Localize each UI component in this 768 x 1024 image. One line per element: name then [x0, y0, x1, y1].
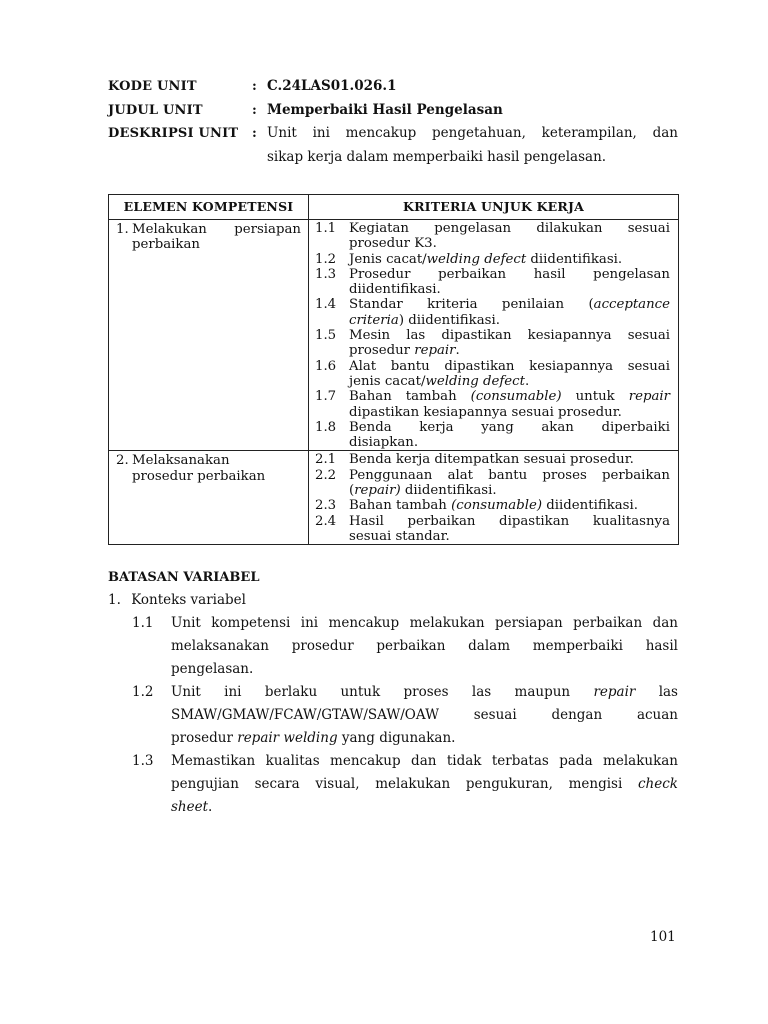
criteria-text: Bahan tambah [349, 498, 452, 514]
deskripsi-unit-line-2: sikap kerja dalam memperbaiki hasil pengelasan. [267, 149, 607, 165]
sub-item-line [171, 727, 678, 750]
criteria-number: 1.7 [315, 389, 337, 405]
criteria-text: Standar kriteria penilaian ( [349, 297, 594, 313]
criteria-text: Benda kerja ditempatkan sesuai prosedur. [349, 452, 634, 468]
criteria-item [315, 498, 670, 513]
sub-item [132, 750, 678, 819]
sub-item-line: SMAW/GMAW/FCAW/GTAW/SAW/OAW sesuai dengan acuan [171, 707, 678, 723]
criteria-text: ( [349, 483, 355, 499]
kode-unit-colon: : [252, 79, 257, 94]
criteria-item [315, 267, 670, 298]
criteria-text-italic: (consumable) [470, 389, 562, 405]
kode-unit-label: KODE UNIT [108, 79, 197, 94]
criteria-text: diidentifikasi. [349, 282, 441, 298]
element-number: 1. [116, 222, 129, 237]
sub-item-number: 1.1 [132, 615, 154, 631]
kode-unit-value: C.24LAS01.026.1 [267, 78, 397, 94]
element-number: 2. [116, 453, 129, 469]
sub-item-text-italic: check [638, 776, 678, 792]
judul-unit-label: JUDUL UNIT [108, 103, 203, 118]
criteria-number: 1.2 [315, 251, 337, 267]
judul-unit-value: Memperbaiki Hasil Pengelasan [267, 102, 503, 118]
criteria-text-italic: criteria [349, 312, 399, 328]
criteria-number: 2.2 [315, 467, 337, 483]
page-number: 101 [650, 929, 676, 945]
deskripsi-unit-label: DESKRIPSI UNIT [108, 126, 239, 141]
sub-item-line [171, 796, 678, 819]
sub-item [132, 681, 678, 750]
criteria-cell [309, 451, 679, 545]
criteria-number: 1.3 [315, 266, 337, 282]
sub-item-text: . [208, 799, 213, 815]
criteria-text: Kegiatan pengelasan dilakukan sesuai [349, 221, 670, 236]
criteria-number: 1.8 [315, 419, 337, 435]
item-number: 1. [108, 592, 121, 608]
criteria-text: Mesin las dipastikan kesiapannya sesuai [349, 328, 670, 344]
sub-item-number: 1.2 [132, 684, 154, 700]
sub-item-text-italic: repair welding [237, 730, 338, 746]
section-title: BATASAN VARIABEL [108, 570, 260, 585]
criteria-text: diidentifikasi. [526, 251, 623, 267]
criteria-item [315, 420, 670, 451]
sub-item-text: las [635, 684, 678, 700]
criteria-text-italic: (consumable) [451, 498, 543, 514]
criteria-text: ) diidentifikasi. [398, 312, 500, 328]
sub-item-text: pengujian secara visual, melakukan pengukuran, mengisi [171, 776, 638, 792]
criteria-text-italic: acceptance [593, 297, 670, 313]
sub-item-line [171, 681, 678, 704]
criteria-item [315, 468, 670, 499]
criteria-text: Benda kerja yang akan diperbaiki [349, 419, 670, 435]
table-row [109, 220, 679, 451]
sub-item-number: 1.3 [132, 753, 154, 769]
criteria-item [315, 514, 670, 545]
criteria-number: 1.6 [315, 358, 337, 374]
sub-item-line: Unit kompetensi ini mencakup melakukan persiapan perbaikan dan [171, 615, 678, 631]
criteria-text-italic: repair) [354, 483, 401, 499]
criteria-text: . [455, 343, 460, 359]
deskripsi-unit-colon: : [252, 126, 257, 141]
criteria-cell [309, 220, 679, 451]
sub-item-text-italic: repair [593, 684, 636, 700]
element-title-line-1: Melakukan persiapan [132, 222, 301, 237]
sub-item-text: Unit ini berlaku untuk proses las maupun [171, 684, 594, 700]
criteria-number: 1.5 [315, 328, 337, 344]
criteria-text-italic: welding defect [426, 251, 527, 267]
criteria-number: 2.4 [315, 513, 337, 529]
criteria-text: prosedur K3. [349, 236, 437, 252]
sub-item-text: yang digunakan. [337, 730, 456, 746]
sub-item-line: pengelasan. [171, 661, 254, 677]
element-title-line-1: Melaksanakan [132, 453, 230, 469]
criteria-item [315, 452, 670, 467]
criteria-text: Penggunaan alat bantu proses perbaikan [349, 467, 670, 483]
criteria-text: jenis cacat/ [349, 373, 426, 389]
criteria-text: Jenis cacat/ [349, 251, 427, 267]
element-title-line-2: perbaikan [132, 237, 200, 253]
criteria-item [315, 221, 670, 252]
criteria-number: 2.1 [315, 452, 337, 468]
criteria-text: Hasil perbaikan dipastikan kualitasnya [349, 513, 670, 529]
criteria-item [315, 328, 670, 359]
criteria-item [315, 389, 670, 420]
judul-unit-colon: : [252, 103, 257, 118]
sub-item-text-italic: sheet [171, 799, 209, 815]
list-item [108, 592, 246, 608]
criteria-number: 1.4 [315, 297, 337, 313]
criteria-item [315, 359, 670, 390]
criteria-number: 2.3 [315, 498, 337, 514]
column-header-kriteria: KRITERIA UNJUK KERJA [309, 195, 679, 220]
criteria-text-italic: repair [414, 343, 456, 359]
table-row [109, 451, 679, 545]
criteria-text: . [524, 373, 530, 389]
deskripsi-unit-line-1: Unit ini mencakup pengetahuan, keterampilan, dan [267, 125, 678, 141]
criteria-text-italic: repair [628, 389, 670, 405]
criteria-text: untuk [561, 389, 629, 405]
criteria-number: 1.1 [315, 221, 337, 236]
criteria-text: prosedur [349, 343, 415, 359]
criteria-item [315, 252, 670, 267]
criteria-item [315, 297, 670, 328]
element-cell [109, 451, 309, 545]
sub-item [132, 612, 678, 681]
criteria-text: diidentifikasi. [400, 483, 497, 499]
element-title-line-2: prosedur perbaikan [132, 468, 266, 484]
criteria-text: Bahan tambah [349, 389, 471, 405]
sub-item-text: prosedur [171, 730, 238, 746]
element-cell [109, 220, 309, 451]
sub-item-line [171, 773, 678, 796]
column-header-elemen: ELEMEN KOMPETENSI [109, 195, 309, 220]
criteria-text: sesuai standar. [349, 528, 450, 544]
table-header-row [109, 195, 679, 220]
sub-item-line: Memastikan kualitas mencakup dan tidak terbatas pada melakukan [171, 753, 678, 769]
criteria-text: dipastikan kesiapannya sesuai prosedur. [349, 404, 622, 420]
sub-item-line: melaksanakan prosedur perbaikan dalam memperbaiki hasil [171, 638, 678, 654]
criteria-text: Alat bantu dipastikan kesiapannya sesuai [349, 358, 670, 374]
criteria-text: Prosedur perbaikan hasil pengelasan [349, 266, 670, 282]
criteria-text: disiapkan. [349, 435, 419, 451]
criteria-text: diidentifikasi. [542, 498, 638, 514]
item-label: Konteks variabel [131, 592, 246, 608]
competency-table [108, 194, 679, 545]
criteria-text-italic: welding defect [425, 373, 525, 389]
